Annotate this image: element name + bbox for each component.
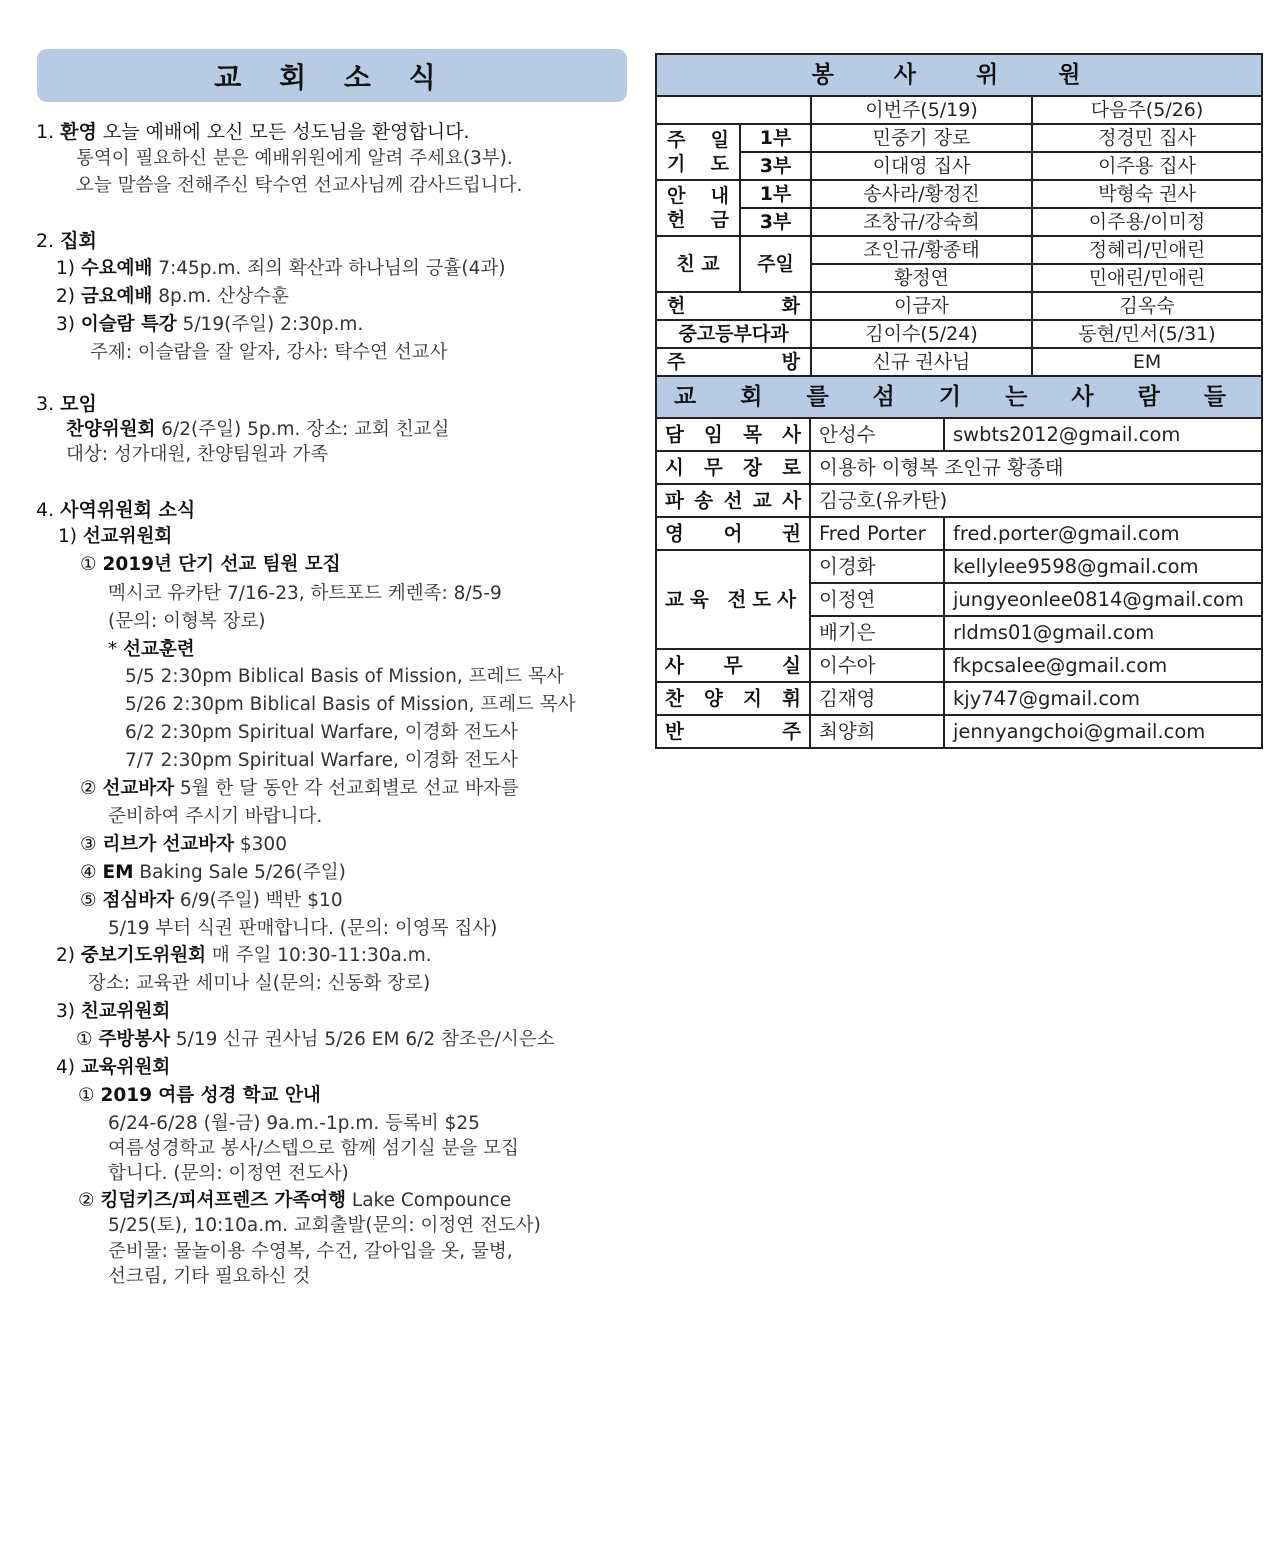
news-line xyxy=(56,285,289,309)
item-marker: 3. xyxy=(36,393,61,415)
fellowship-label: 친 교 xyxy=(656,236,740,292)
people-row xyxy=(656,484,1262,517)
news-line xyxy=(108,1240,513,1264)
item-text: 장소: 교육관 세미나 실(문의: 신동화 장로) xyxy=(88,973,431,994)
this-week-cell: 이금자 xyxy=(811,292,1032,320)
person-email: kellylee9598@gmail.com xyxy=(944,550,1262,583)
item-heading: 금요예배 xyxy=(80,286,153,307)
item-text: (문의: 이형복 장로) xyxy=(108,611,266,632)
person-name: Fred Porter xyxy=(810,517,944,550)
news-line xyxy=(36,120,470,144)
next-week-header: 다음주(5/26) xyxy=(1032,96,1262,124)
news-line xyxy=(80,777,519,801)
item-heading: 사역위원회 소식 xyxy=(60,499,196,521)
item-text: 5/26 2:30pm Biblical Basis of Mission, 프레드 목사 xyxy=(125,694,576,715)
person-name: 이정연 xyxy=(810,583,944,616)
news-line xyxy=(125,693,576,717)
person-email: fkpcsalee@gmail.com xyxy=(944,649,1262,682)
item-heading: 중보기도위원회 xyxy=(80,945,206,966)
item-text: Baking Sale 5/26(주일) xyxy=(133,862,346,883)
item-text: 대상: 성가대원, 찬양팀원과 가족 xyxy=(66,444,329,465)
news-line xyxy=(108,805,322,829)
news-line xyxy=(78,1189,511,1213)
person-email: rldms01@gmail.com xyxy=(944,616,1262,649)
this-week-cell: 민중기 장로 xyxy=(811,124,1032,152)
item-marker: 4. xyxy=(36,499,61,521)
item-text: 7:45p.m. 죄의 확산과 하나님의 긍휼(4과) xyxy=(152,258,506,279)
person-name: 이경화 xyxy=(810,550,944,583)
item-text: 5/19 부터 식권 판매합니다. (문의: 이영목 집사) xyxy=(108,918,498,939)
item-marker: * xyxy=(108,639,124,660)
people-row xyxy=(656,649,1262,682)
people-row xyxy=(656,682,1262,715)
person-name: 안성수 xyxy=(810,418,944,451)
person-names: 김긍호(유카탄) xyxy=(810,484,1262,517)
news-line xyxy=(36,498,195,522)
item-text: 오늘 예배에 오신 모든 성도님을 환영합니다. xyxy=(96,121,470,143)
news-line xyxy=(125,721,518,745)
item-marker: 2) xyxy=(56,945,81,966)
next-week-cell: 정경민 집사 xyxy=(1032,124,1262,152)
item-text: 멕시코 유카탄 7/16-23, 하트포드 케렌족: 8/5-9 xyxy=(108,583,502,604)
next-week-cell: 이주용/이미정 xyxy=(1032,208,1262,236)
person-name: 이수아 xyxy=(810,649,944,682)
people-table xyxy=(655,375,1263,749)
item-marker: ① xyxy=(76,1029,99,1050)
news-line xyxy=(56,1056,170,1080)
people-row xyxy=(656,517,1262,550)
news-line xyxy=(108,1214,541,1238)
news-line xyxy=(80,553,341,577)
item-text: 8p.m. 산상수훈 xyxy=(152,286,289,307)
person-email: jennyangchoi@gmail.com xyxy=(944,715,1262,748)
news-line xyxy=(56,1000,170,1024)
item-heading: 2019년 단기 선교 팀원 모집 xyxy=(102,554,341,575)
item-text: 6/2(주일) 5p.m. 장소: 교회 친교실 xyxy=(155,419,450,440)
person-email: swbts2012@gmail.com xyxy=(944,418,1262,451)
people-row xyxy=(656,451,1262,484)
service-committee xyxy=(655,53,1261,749)
role-label: 사 무 실 xyxy=(656,649,810,682)
role-label: 담 임 목 사 xyxy=(656,418,810,451)
blank-cell xyxy=(656,96,811,124)
part-label: 3부 xyxy=(740,208,811,236)
next-week-cell: 정혜리/민애린 xyxy=(1032,236,1262,264)
item-text: 7/7 2:30pm Spiritual Warfare, 이경화 전도사 xyxy=(125,750,518,771)
item-heading: 이슬람 특강 xyxy=(80,314,177,335)
this-week-cell: 김이수(5/24) xyxy=(811,320,1032,348)
role-label: 찬 양 지 휘 xyxy=(656,682,810,715)
edu-label: 교육 전도사 xyxy=(656,550,810,649)
news-line xyxy=(66,443,328,467)
item-text: 주제: 이슬람을 잘 알자, 강사: 탁수연 선교사 xyxy=(90,342,448,363)
item-text: 5/19(주일) 2:30p.m. xyxy=(176,314,364,335)
item-heading: 모임 xyxy=(60,393,97,415)
item-marker: 2) xyxy=(56,286,81,307)
item-text: 6/24-6/28 (월-금) 9a.m.-1p.m. 등록비 $25 xyxy=(108,1113,480,1134)
person-email: fred.porter@gmail.com xyxy=(944,517,1262,550)
fellowship-part: 주일 xyxy=(740,236,811,292)
this-week-cell: 조창규/강숙희 xyxy=(811,208,1032,236)
role-label: 파 송 선 교 사 xyxy=(656,484,810,517)
service-title: 봉 사 위 원 xyxy=(656,54,1262,96)
news-line xyxy=(80,889,343,913)
news-line xyxy=(78,1084,321,1108)
item-marker: ① xyxy=(80,554,103,575)
news-line xyxy=(108,1112,480,1136)
item-text: 준비물: 물놀이용 수영복, 수건, 갈아입을 옷, 물병, xyxy=(108,1241,513,1262)
item-text: 오늘 말씀을 전해주신 탁수연 선교사님께 감사드립니다. xyxy=(76,175,523,196)
next-week-cell: EM xyxy=(1032,348,1262,376)
news-line xyxy=(88,972,430,996)
item-heading: 환영 xyxy=(60,121,97,143)
people-row xyxy=(656,715,1262,748)
role-label: 시 무 장 로 xyxy=(656,451,810,484)
item-text: 5/19 신규 권사님 5/26 EM 6/2 참조은/시은소 xyxy=(169,1029,555,1050)
part-label: 1부 xyxy=(740,180,811,208)
item-text: 5/5 2:30pm Biblical Basis of Mission, 프레드 목사 xyxy=(125,666,564,687)
next-week-cell: 박형숙 권사 xyxy=(1032,180,1262,208)
item-text: 여름성경학교 봉사/스텝으로 함께 섬기실 분을 모집 xyxy=(108,1138,519,1159)
news-line xyxy=(56,257,506,281)
this-week-cell: 신규 권사님 xyxy=(811,348,1032,376)
item-heading: 킹덤키즈/피셔프렌즈 가족여행 xyxy=(100,1190,346,1211)
news-line xyxy=(108,1162,349,1186)
next-week-cell: 민애린/민애린 xyxy=(1032,264,1262,292)
role-label: 반 주 xyxy=(656,715,810,748)
item-heading: 친교위원회 xyxy=(80,1001,171,1022)
item-marker: 2. xyxy=(36,230,61,252)
item-heading: 점심바자 xyxy=(102,890,174,911)
person-names: 이용하 이형복 조인규 황종태 xyxy=(810,451,1262,484)
item-heading: 교육위원회 xyxy=(80,1057,171,1078)
next-week-cell: 김옥숙 xyxy=(1032,292,1262,320)
prayer-label: 주 일 기 도 xyxy=(656,124,740,180)
kitchen-label: 주 방 xyxy=(656,348,811,376)
item-text: 합니다. (문의: 이정연 전도사) xyxy=(108,1163,349,1184)
item-marker: ③ xyxy=(80,834,103,855)
news-line xyxy=(108,638,195,662)
news-line xyxy=(76,1028,554,1052)
item-marker: 3) xyxy=(56,1001,81,1022)
item-text: 6/2 2:30pm Spiritual Warfare, 이경화 전도사 xyxy=(125,722,518,743)
item-text: $300 xyxy=(234,834,287,855)
next-week-cell: 이주용 집사 xyxy=(1032,152,1262,180)
item-marker: 3) xyxy=(56,314,81,335)
item-text: 선크림, 기타 필요하신 것 xyxy=(108,1266,311,1287)
news-line xyxy=(76,147,513,171)
news-line xyxy=(66,418,449,442)
news-line xyxy=(108,1137,519,1161)
service-table xyxy=(655,53,1263,377)
news-line xyxy=(56,944,432,968)
part-label: 3부 xyxy=(740,152,811,180)
people-title: 교 회 를 섬 기 는 사 람 들 xyxy=(656,376,1262,418)
item-marker: 1. xyxy=(36,121,61,143)
news-line xyxy=(76,174,522,198)
item-text: 매 주일 10:30-11:30a.m. xyxy=(205,945,432,966)
item-heading: 선교위원회 xyxy=(82,526,173,547)
item-marker: 1) xyxy=(58,526,83,547)
news-line xyxy=(36,392,97,416)
person-email: kjy747@gmail.com xyxy=(944,682,1262,715)
item-heading: EM xyxy=(102,862,134,883)
this-week-cell: 이대영 집사 xyxy=(811,152,1032,180)
news-line xyxy=(36,229,97,253)
this-week-cell: 송사라/황정진 xyxy=(811,180,1032,208)
news-title: 교 회 소 식 xyxy=(37,49,627,102)
item-heading: 선교바자 xyxy=(102,778,174,799)
this-week-cell: 황정연 xyxy=(811,264,1032,292)
usher-label: 안 내 헌 금 xyxy=(656,180,740,236)
item-heading: 2019 여름 성경 학교 안내 xyxy=(100,1085,321,1106)
people-row xyxy=(656,418,1262,451)
news-line xyxy=(56,313,363,337)
item-heading: 선교훈련 xyxy=(123,639,195,660)
this-week-cell: 조인규/황종태 xyxy=(811,236,1032,264)
item-text: 6/9(주일) 백반 $10 xyxy=(173,890,343,911)
item-marker: ④ xyxy=(80,862,103,883)
person-name: 배기은 xyxy=(810,616,944,649)
news-line xyxy=(108,917,497,941)
part-label: 1부 xyxy=(740,124,811,152)
item-heading: 리브가 선교바자 xyxy=(102,834,235,855)
news-line xyxy=(125,749,518,773)
person-name: 김재영 xyxy=(810,682,944,715)
youth-label: 중고등부다과 xyxy=(656,320,811,348)
item-heading: 찬양위원회 xyxy=(66,419,156,440)
flowers-label: 헌 화 xyxy=(656,292,811,320)
person-email: jungyeonlee0814@gmail.com xyxy=(944,583,1262,616)
news-line xyxy=(90,341,447,365)
item-marker: ① xyxy=(78,1085,101,1106)
news-line xyxy=(108,582,502,606)
item-heading: 집회 xyxy=(60,230,97,252)
item-marker: 1) xyxy=(56,258,81,279)
item-marker: ② xyxy=(78,1190,101,1211)
news-line xyxy=(108,1265,310,1289)
news-line xyxy=(80,861,346,885)
item-heading: 수요예배 xyxy=(80,258,153,279)
item-text: 5/25(토), 10:10a.m. 교회출발(문의: 이정연 전도사) xyxy=(108,1215,541,1236)
item-marker: ⑤ xyxy=(80,890,103,911)
item-marker: ② xyxy=(80,778,103,799)
news-line xyxy=(58,525,172,549)
next-week-cell: 동현/민서(5/31) xyxy=(1032,320,1262,348)
news-line xyxy=(80,833,287,857)
news-line xyxy=(125,665,564,689)
person-name: 최양희 xyxy=(810,715,944,748)
news-line xyxy=(108,610,266,634)
item-text: 통역이 필요하신 분은 예배위원에게 알려 주세요(3부). xyxy=(76,148,513,169)
role-label: 영 어 권 xyxy=(656,517,810,550)
this-week-header: 이번주(5/19) xyxy=(811,96,1032,124)
item-text: 준비하여 주시기 바랍니다. xyxy=(108,806,323,827)
item-text: 5월 한 달 동안 각 선교회별로 선교 바자를 xyxy=(173,778,519,799)
item-heading: 주방봉사 xyxy=(98,1029,170,1050)
item-marker: 4) xyxy=(56,1057,81,1078)
item-text: Lake Compounce xyxy=(346,1190,512,1211)
